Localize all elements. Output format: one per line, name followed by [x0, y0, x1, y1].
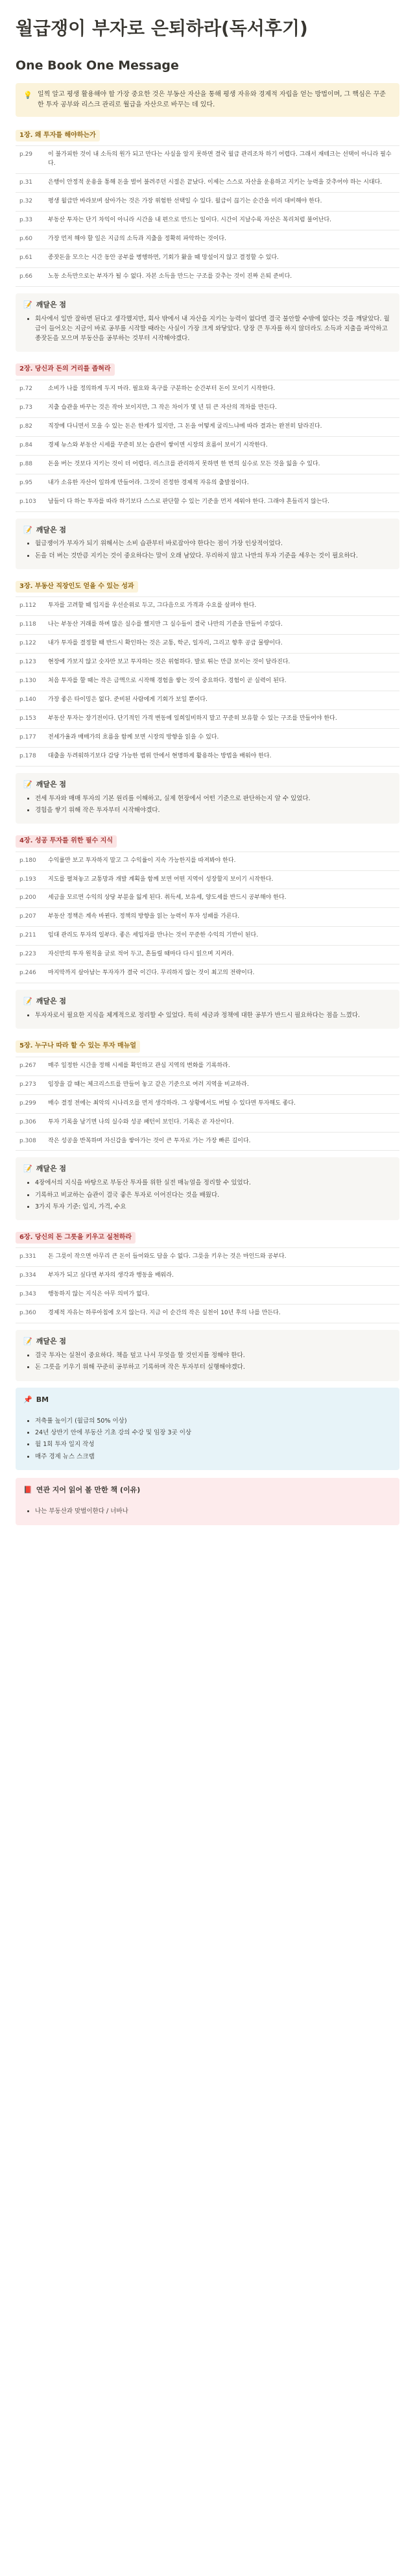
quote-row — [16, 908, 399, 927]
quote-text: 매수 결정 전에는 최악의 시나리오를 먼저 생각하라. 그 상황에서도 버틸 수 있다면 투자해도 좋다. — [44, 1094, 399, 1113]
quote-row — [16, 146, 399, 174]
quote-page: p.122 — [16, 635, 44, 654]
quote-page: p.123 — [16, 654, 44, 672]
quote-text: 현장에 가보지 않고 숫자만 보고 투자하는 것은 위험하다. 발로 뛰는 만큼 보이는 것이 달라진다. — [44, 654, 399, 672]
thoughts-box — [16, 293, 399, 352]
quote-row — [16, 1113, 399, 1132]
quote-row — [16, 616, 399, 635]
quote-text: 수익률만 보고 투자하지 말고 그 수익률이 지속 가능한지를 따져봐야 한다. — [44, 852, 399, 870]
chapter-heading: 5장. 누구나 따라 할 수 있는 투자 매뉴얼 — [16, 1040, 140, 1053]
quote-text: 투자를 고려할 때 입지를 우선순위로 두고, 그다음으로 가격과 수요를 살펴야 한다. — [44, 597, 399, 616]
quote-row — [16, 691, 399, 710]
quote-table — [16, 380, 399, 512]
quote-text: 작은 성공을 반복하며 자신감을 쌓아가는 것이 큰 투자로 가는 가장 빠른 길이다. — [44, 1132, 399, 1151]
quote-page: p.29 — [16, 146, 44, 174]
thoughts-list — [23, 314, 392, 344]
quote-page: p.84 — [16, 436, 44, 455]
memo-icon: 📝 — [23, 779, 32, 789]
quote-page: p.118 — [16, 616, 44, 635]
thoughts-label: 깨달은 점 — [36, 779, 67, 789]
thoughts-heading — [23, 779, 392, 790]
quote-row — [16, 455, 399, 474]
quote-row — [16, 597, 399, 616]
action-label: 연관 지어 읽어 볼 만한 책 (이유) — [36, 1485, 141, 1494]
quote-row — [16, 747, 399, 766]
quote-page: p.334 — [16, 1267, 44, 1286]
quote-table — [16, 596, 399, 766]
chapter-heading: 3장. 부동산 직장인도 얻을 수 있는 성과 — [16, 581, 138, 593]
quote-row — [16, 399, 399, 417]
quote-page: p.200 — [16, 889, 44, 908]
quote-text: 평생 월급만 바라보며 살아가는 것은 가장 위험한 선택일 수 있다. 월급이 끊기는 순간을 미리 대비해야 한다. — [44, 193, 399, 212]
quote-table — [16, 1247, 399, 1323]
thoughts-list — [23, 1178, 392, 1212]
quote-row — [16, 927, 399, 946]
quote-page: p.61 — [16, 249, 44, 268]
quote-row — [16, 946, 399, 964]
quote-page: p.308 — [16, 1132, 44, 1151]
quote-text: 내가 투자를 결정할 때 반드시 확인하는 것은 교통, 학군, 일자리, 그리고 향후 공급 물량이다. — [44, 635, 399, 654]
quote-page: p.178 — [16, 747, 44, 766]
quote-page: p.267 — [16, 1057, 44, 1075]
thoughts-heading — [23, 996, 392, 1007]
memo-icon: 📝 — [23, 525, 32, 534]
quote-text: 돈을 버는 것보다 지키는 것이 더 어렵다. 리스크를 관리하지 못하면 한 번의 실수로 모든 것을 잃을 수 있다. — [44, 455, 399, 474]
quote-table — [16, 1057, 399, 1151]
quote-row — [16, 654, 399, 672]
quote-row — [16, 709, 399, 728]
quote-row — [16, 1267, 399, 1286]
quote-row — [16, 728, 399, 747]
quote-text: 소비가 나를 정의하게 두지 마라. 필요와 욕구를 구분하는 순간부터 돈이 모이기 시작한다. — [44, 380, 399, 399]
quote-text: 자신만의 투자 원칙을 글로 적어 두고, 흔들릴 때마다 다시 읽으며 지켜라. — [44, 946, 399, 964]
quote-page: p.103 — [16, 493, 44, 511]
quote-text: 종잣돈을 모으는 시간 동안 공부를 병행하면, 기회가 왔을 때 망설이지 않고 결정할 수 있다. — [44, 249, 399, 268]
quote-page: p.95 — [16, 474, 44, 493]
quote-page: p.177 — [16, 728, 44, 747]
quote-page: p.207 — [16, 908, 44, 927]
thoughts-label: 깨달은 점 — [36, 300, 67, 309]
quote-text: 부동산 투자는 장기전이다. 단기적인 가격 변동에 일희일비하지 말고 꾸준히 보유할 수 있는 구조를 만들어야 한다. — [44, 709, 399, 728]
action-list — [23, 1504, 392, 1518]
quote-row — [16, 1248, 399, 1267]
quote-row — [16, 1286, 399, 1305]
quote-row — [16, 174, 399, 193]
chapter-heading: 6장. 당신의 돈 그릇을 키우고 실천하라 — [16, 1232, 136, 1244]
lightbulb-icon: 💡 — [23, 90, 32, 99]
quote-text: 은행이 안정적 운용을 통해 돈을 벌어 불려주던 시절은 끝났다. 이제는 스스로 자산을 운용하고 지키는 능력을 갖추어야 하는 시대다. — [44, 174, 399, 193]
thoughts-box — [16, 1157, 399, 1220]
quote-page: p.72 — [16, 380, 44, 399]
quote-text: 경제적 자유는 하루아침에 오지 않는다. 지금 이 순간의 작은 실천이 10년 후의 나를 만든다. — [44, 1305, 399, 1323]
bm-label: BM — [36, 1395, 49, 1404]
thoughts-heading — [23, 1164, 392, 1174]
action-item: • 나는 부동산과 맞벌이한다 / 너바나 — [35, 1506, 392, 1516]
thought-item: • 4장에서의 지식을 바탕으로 부동산 투자를 위한 실전 매뉴얼을 정리할 수 있었다. — [35, 1178, 392, 1188]
quote-text: 마지막까지 살아남는 투자자가 결국 이긴다. 무리하지 않는 것이 최고의 전략이다. — [44, 964, 399, 983]
thoughts-list — [23, 539, 392, 560]
thought-item: • 회사에서 일만 잘하면 된다고 생각했지만, 회사 밖에서 내 자산을 지키는 능력이 없다면 결국 불안할 수밖에 없다는 것을 깨달았다. 월급이 들어오는 지금이 바로 공부를 시작할 때라는 사실이 가장 크게 와닿았다. 당장 큰 투자를 하지 않더라도 소득과 지출을 파악하고 종잣돈을 모으며 부동산을 공부하는 것부터 시작해야겠다. — [35, 314, 392, 344]
quote-text: 세금을 모르면 수익의 상당 부분을 잃게 된다. 취득세, 보유세, 양도세를 반드시 공부해야 한다. — [44, 889, 399, 908]
quote-text: 지도를 펼쳐놓고 교통망과 개발 계획을 함께 보면 어떤 지역이 성장할지 보이기 시작한다. — [44, 870, 399, 889]
quote-table — [16, 145, 399, 287]
thoughts-heading — [23, 525, 392, 535]
memo-icon: 📝 — [23, 1164, 32, 1173]
quote-row — [16, 1057, 399, 1075]
page-title: 월급쟁이 부자로 은퇴하라(독서후기) — [16, 18, 308, 39]
quote-text: 가장 먼저 해야 할 일은 지금의 소득과 지출을 정확히 파악하는 것이다. — [44, 230, 399, 249]
chapter-heading: 1장. 왜 투자를 해야하는가 — [16, 130, 100, 142]
quote-row — [16, 493, 399, 511]
quote-page: p.193 — [16, 870, 44, 889]
quote-page: p.32 — [16, 193, 44, 212]
thoughts-heading — [23, 300, 392, 310]
quote-page: p.299 — [16, 1094, 44, 1113]
bm-heading — [23, 1394, 392, 1406]
quote-text: 처음 투자를 할 때는 작은 금액으로 시작해 경험을 쌓는 것이 중요하다. 경험이 곧 실력이 된다. — [44, 672, 399, 691]
quote-page: p.66 — [16, 268, 44, 287]
thoughts-label: 깨달은 점 — [36, 525, 67, 534]
quote-row — [16, 1094, 399, 1113]
quote-text: 노동 소득만으로는 부자가 될 수 없다. 자본 소득을 만드는 구조를 갖추는 것이 진짜 은퇴 준비다. — [44, 268, 399, 287]
quote-page: p.88 — [16, 455, 44, 474]
quote-row — [16, 249, 399, 268]
quote-page: p.180 — [16, 852, 44, 870]
quote-text: 지출 습관을 바꾸는 것은 작아 보이지만, 그 작은 차이가 몇 년 뒤 큰 자산의 격차를 만든다. — [44, 399, 399, 417]
quote-row — [16, 230, 399, 249]
quote-table — [16, 852, 399, 984]
quote-page: p.331 — [16, 1248, 44, 1267]
quote-page: p.31 — [16, 174, 44, 193]
quote-text: 부동산 투자는 단기 차익이 아니라 시간을 내 편으로 만드는 일이다. 시간이 지날수록 자산은 복리처럼 불어난다. — [44, 212, 399, 230]
thought-item: • 3가지 투자 기준: 입지, 가격, 수요 — [35, 1202, 392, 1212]
quote-page: p.360 — [16, 1305, 44, 1323]
thoughts-list — [23, 1011, 392, 1020]
quote-text: 임대 관리도 투자의 일부다. 좋은 세입자를 만나는 것이 꾸준한 수익의 기반이 된다. — [44, 927, 399, 946]
quote-page: p.306 — [16, 1113, 44, 1132]
quote-text: 내가 소유한 자산이 일하게 만들어라. 그것이 진정한 경제적 자유의 출발점이다. — [44, 474, 399, 493]
thoughts-box — [16, 773, 399, 824]
quote-page: p.153 — [16, 709, 44, 728]
bm-item: • 24년 상반기 안에 부동산 기초 강의 수강 및 임장 3곳 이상 — [35, 1428, 392, 1438]
message-text: 일찍 알고 평생 활용해야 할 가장 중요한 것은 부동산 자산을 통해 평생 자유와 경제적 자립을 얻는 방법이며, 그 핵심은 꾸준한 투자 공부와 리스크 관리로 월급을 자산으로 바꾸는 데 있다. — [38, 90, 386, 108]
thought-item: • 전세 투자와 매매 투자의 기본 원리를 이해하고, 실제 현장에서 어떤 기준으로 판단하는지 알 수 있었다. — [35, 794, 392, 803]
quote-row — [16, 635, 399, 654]
quote-row — [16, 212, 399, 230]
thoughts-label: 깨달은 점 — [36, 1337, 67, 1346]
quote-text: 대출을 두려워하기보다 감당 가능한 범위 안에서 현명하게 활용하는 방법을 배워야 한다. — [44, 747, 399, 766]
quote-page: p.60 — [16, 230, 44, 249]
quote-row — [16, 852, 399, 870]
quote-text: 행동하지 않는 지식은 아무 의미가 없다. — [44, 1286, 399, 1305]
quote-row — [16, 672, 399, 691]
memo-icon: 📝 — [23, 300, 32, 309]
thoughts-box — [16, 1330, 399, 1380]
quote-row — [16, 193, 399, 212]
quote-text: 부자가 되고 싶다면 부자의 생각과 행동을 배워라. — [44, 1267, 399, 1286]
quote-text: 남들이 다 하는 투자를 따라 하기보다 스스로 판단할 수 있는 기준을 먼저 세워야 한다. 그래야 흔들리지 않는다. — [44, 493, 399, 511]
quote-page: p.73 — [16, 399, 44, 417]
bm-list — [23, 1414, 392, 1464]
quote-text: 직장에 다니면서 모을 수 있는 돈은 한계가 있지만, 그 돈을 어떻게 굴리느냐에 따라 결과는 완전히 달라진다. — [44, 417, 399, 436]
quote-text: 임장을 갈 때는 체크리스트를 만들어 놓고 같은 기준으로 여러 지역을 비교하라. — [44, 1075, 399, 1094]
bm-callout — [16, 1388, 399, 1470]
quote-text: 가장 좋은 타이밍은 없다. 준비된 사람에게 기회가 보일 뿐이다. — [44, 691, 399, 710]
memo-icon: 📝 — [23, 1337, 32, 1346]
quote-row — [16, 380, 399, 399]
quote-row — [16, 1132, 399, 1151]
quote-text: 매주 일정한 시간을 정해 시세를 확인하고 관심 지역의 변화를 기록하라. — [44, 1057, 399, 1075]
quote-page: p.130 — [16, 672, 44, 691]
quote-row — [16, 417, 399, 436]
section-title-message: One Book One Message — [16, 58, 179, 73]
book-icon: 📕 — [23, 1485, 32, 1494]
quote-text: 전세가율과 매매가의 흐름을 함께 보면 시장의 방향을 읽을 수 있다. — [44, 728, 399, 747]
thoughts-list — [23, 1351, 392, 1372]
thought-item: • 결국 투자는 실천이 중요하다. 책을 덮고 나서 무엇을 할 것인지를 정해야 한다. — [35, 1351, 392, 1360]
quote-row — [16, 1075, 399, 1094]
action-callout — [16, 1478, 399, 1525]
quote-page: p.112 — [16, 597, 44, 616]
quote-page: p.140 — [16, 691, 44, 710]
quote-page: p.223 — [16, 946, 44, 964]
message-callout — [16, 83, 399, 117]
thoughts-heading — [23, 1336, 392, 1347]
action-heading — [23, 1484, 392, 1496]
thoughts-list — [23, 794, 392, 815]
quote-page: p.246 — [16, 964, 44, 983]
thought-item: • 월급쟁이가 부자가 되기 위해서는 소비 습관부터 바로잡아야 한다는 점이 가장 인상적이었다. — [35, 539, 392, 548]
quote-row — [16, 268, 399, 287]
quote-page: p.82 — [16, 417, 44, 436]
thoughts-box — [16, 519, 399, 569]
quote-row — [16, 889, 399, 908]
bm-item: • 월 1회 투자 일지 작성 — [35, 1440, 392, 1449]
quote-row — [16, 1305, 399, 1323]
quote-text: 돈 그릇이 작으면 아무리 큰 돈이 들어와도 담을 수 없다. 그릇을 키우는 것은 마인드와 공부다. — [44, 1248, 399, 1267]
thought-item: • 돈 그릇을 키우기 위해 꾸준히 공부하고 기록하며 작은 투자부터 실행해야겠다. — [35, 1362, 392, 1372]
quote-page: p.343 — [16, 1286, 44, 1305]
quote-text: 이 불가피한 것이 내 소득의 원가 되고 만다는 사실을 알지 못하면 결국 월급 관리조차 하기 어렵다. 그래서 재테크는 선택이 아니라 필수다. — [44, 146, 399, 174]
quote-row — [16, 474, 399, 493]
quote-page: p.211 — [16, 927, 44, 946]
bm-item: • 매주 경제 뉴스 스크랩 — [35, 1452, 392, 1462]
thought-item: • 경험을 쌓기 위해 작은 투자부터 시작해야겠다. — [35, 805, 392, 815]
chapter-heading: 4장. 성공 투자를 위한 필수 지식 — [16, 835, 117, 848]
thought-item: • 투자자로서 필요한 지식을 체계적으로 정리할 수 있었다. 특히 세금과 정책에 대한 공부가 반드시 필요하다는 점을 느꼈다. — [35, 1011, 392, 1020]
quote-text: 부동산 정책은 계속 바뀐다. 정책의 방향을 읽는 능력이 투자 성패를 가른다. — [44, 908, 399, 927]
quote-page: p.33 — [16, 212, 44, 230]
chapter-heading: 2장. 당신과 돈의 거리를 좁혀라 — [16, 363, 115, 376]
quote-page: p.273 — [16, 1075, 44, 1094]
quote-text: 나는 부동산 거래를 하며 많은 실수를 했지만 그 실수들이 결국 나만의 기준을 만들어 주었다. — [44, 616, 399, 635]
thought-item: • 기록하고 비교하는 습관이 결국 좋은 투자로 이어진다는 것을 배웠다. — [35, 1190, 392, 1200]
thoughts-box — [16, 990, 399, 1029]
quote-row — [16, 436, 399, 455]
quote-row — [16, 870, 399, 889]
thoughts-label: 깨달은 점 — [36, 1164, 67, 1173]
thought-item: • 돈을 더 버는 것만큼 지키는 것이 중요하다는 말이 오래 남았다. 무리하지 않고 나만의 투자 기준을 세우는 것이 필요하다. — [35, 551, 392, 561]
memo-icon: 📝 — [23, 997, 32, 1006]
quote-row — [16, 964, 399, 983]
quote-text: 경제 뉴스와 부동산 시세를 꾸준히 보는 습관이 쌓이면 시장의 흐름이 보이기 시작한다. — [44, 436, 399, 455]
quote-text: 투자 기록을 남기면 나의 실수와 성공 패턴이 보인다. 기록은 곧 자산이다. — [44, 1113, 399, 1132]
bm-item: • 저축률 높이기 (월급의 50% 이상) — [35, 1416, 392, 1426]
thoughts-label: 깨달은 점 — [36, 997, 67, 1006]
pin-icon: 📌 — [23, 1395, 32, 1404]
chapter-sections — [16, 125, 399, 1381]
